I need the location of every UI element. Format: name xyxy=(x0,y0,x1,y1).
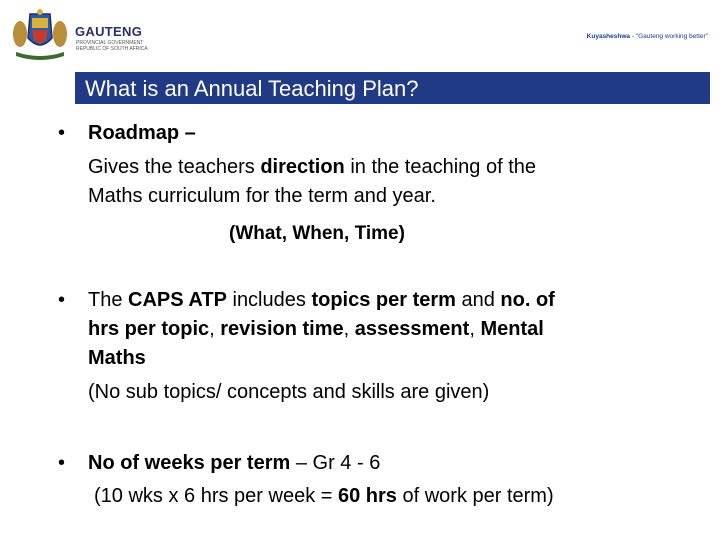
text-run: in the teaching of the xyxy=(344,156,537,178)
bullet-marker: • xyxy=(58,122,66,144)
text-run: (10 wks x 6 hrs per week = xyxy=(94,485,338,507)
slide-title: What is an Annual Teaching Plan? xyxy=(85,76,419,101)
text-run: includes xyxy=(226,289,312,311)
coat-of-arms-logo xyxy=(10,8,70,60)
tagline-bold: Kuyasheshwa xyxy=(586,33,631,40)
bullet-1-line-1 xyxy=(88,153,536,182)
text-run-bold: no. of xyxy=(500,289,555,311)
text-run-bold: 60 hrs xyxy=(337,485,397,507)
bullet-1-line-2: Maths curriculum for the term and year. xyxy=(88,185,436,207)
tagline xyxy=(587,33,708,40)
brand-name: GAUTENG xyxy=(75,24,143,39)
bullet-2-line-1 xyxy=(88,286,555,315)
text-run: , xyxy=(209,318,221,340)
text-run: of work per term) xyxy=(396,485,554,507)
text-run: Gives the teachers xyxy=(88,156,261,178)
bullet-2-line-4: (No sub topics/ concepts and skills are given) xyxy=(88,381,490,403)
text-run: , xyxy=(343,318,355,340)
bullet-3-line-2 xyxy=(94,482,554,511)
brand-subtitle: PROVINCIAL GOVERNMENT xyxy=(76,40,144,46)
text-run: – Gr 4 - 6 xyxy=(290,452,381,474)
text-run-bold: No of weeks per term xyxy=(88,452,291,474)
bullet-marker: • xyxy=(58,452,66,474)
bullet-2-line-2 xyxy=(88,315,544,344)
bullet-3-line-1 xyxy=(88,449,380,478)
text-run-bold: hrs per topic xyxy=(88,318,210,340)
text-run: The xyxy=(88,289,129,311)
brand-country: REPUBLIC OF SOUTH AFRICA xyxy=(76,46,148,52)
text-run-bold: CAPS ATP xyxy=(128,289,227,311)
text-run-bold: revision time xyxy=(220,318,344,340)
tagline-rest: - "Gauteng working better" xyxy=(630,33,708,40)
text-run-bold: assessment xyxy=(354,318,470,340)
title-bar xyxy=(75,72,710,104)
bullet-1-heading xyxy=(88,119,196,148)
bullet-1-line-3 xyxy=(229,219,405,248)
bullet-2-line-3 xyxy=(88,344,146,373)
text-run: , xyxy=(469,318,481,340)
text-run-bold: Mental xyxy=(480,318,544,340)
bullet-marker: • xyxy=(58,289,66,311)
roadmap-heading: Roadmap – xyxy=(88,122,196,144)
text-run-bold: (What, When, Time) xyxy=(229,223,405,244)
text-run: and xyxy=(455,289,501,311)
text-run-bold: Maths xyxy=(88,347,146,369)
text-run-bold: topics per term xyxy=(311,289,456,311)
text-run-bold: direction xyxy=(260,156,345,178)
slide-header xyxy=(0,0,720,70)
